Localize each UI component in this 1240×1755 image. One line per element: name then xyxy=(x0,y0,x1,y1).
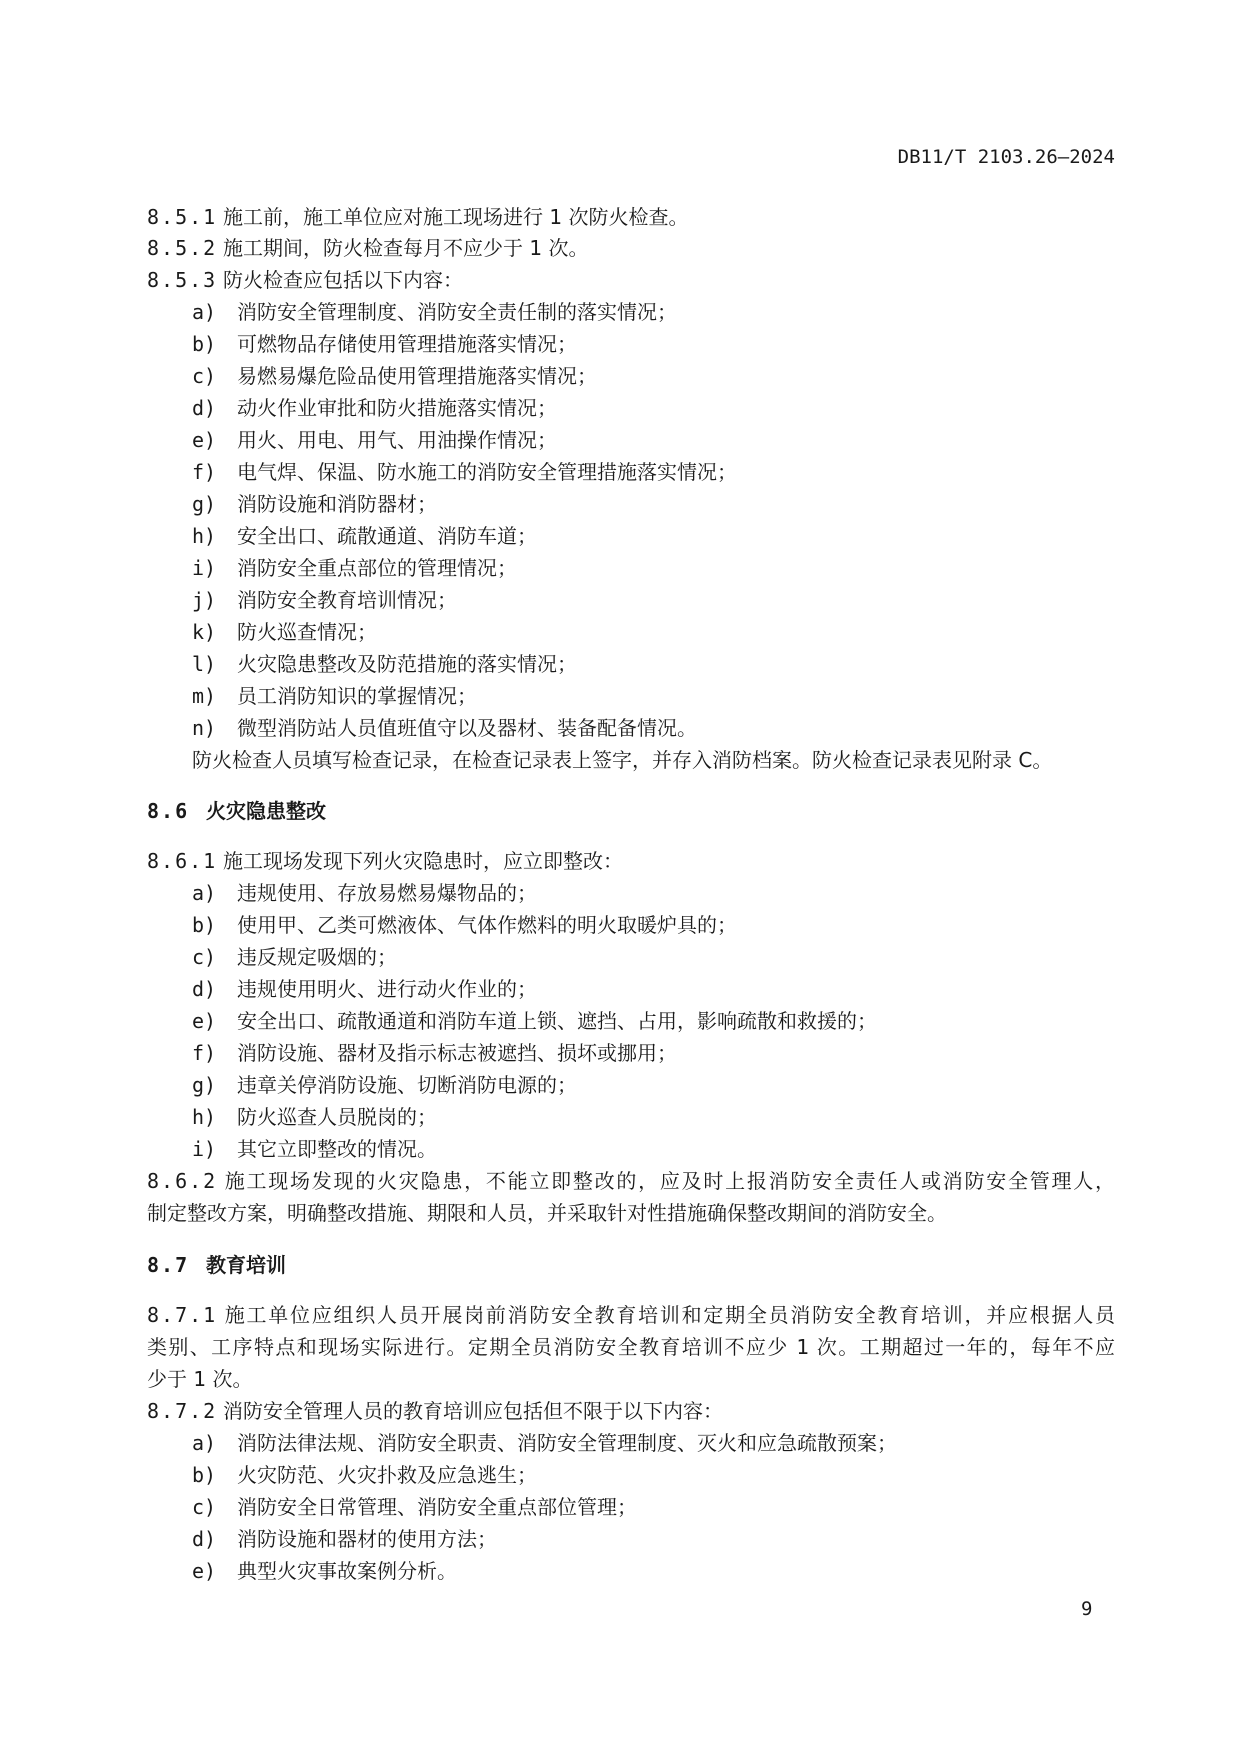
list-item: c) 消防安全日常管理、消防安全重点部位管理； xyxy=(192,1495,637,1519)
list-item: d) 违规使用明火、进行动火作业的； xyxy=(192,977,537,1001)
clause-text: 防火检查应包括以下内容： xyxy=(223,268,463,292)
heading-title: 教育培训 xyxy=(206,1253,286,1277)
clause-text-line-3: 少于 1 次。 xyxy=(147,1367,253,1391)
page-number: 9 xyxy=(1081,1598,1093,1620)
clause-number: 8.7.1 xyxy=(147,1303,218,1327)
list-item: e) 典型火灾事故案例分析。 xyxy=(192,1559,457,1583)
clause-8-7-2 xyxy=(147,1399,723,1423)
list-item: e) 安全出口、疏散通道和消防车道上锁、遮挡、占用，影响疏散和救援的； xyxy=(192,1009,877,1033)
clause-text: 施工现场发现下列火灾隐患时，应立即整改： xyxy=(223,849,623,873)
clause-text: 消防安全管理人员的教育培训应包括但不限于以下内容： xyxy=(223,1399,723,1423)
list-item: d) 消防设施和器材的使用方法； xyxy=(192,1527,497,1551)
list-item: b) 可燃物品存储使用管理措施落实情况； xyxy=(192,332,577,356)
clause-8-5-3 xyxy=(147,268,463,292)
heading-number: 8.7 xyxy=(147,1253,190,1277)
list-item: j) 消防安全教育培训情况； xyxy=(192,588,457,612)
clause-number: 8.7.2 xyxy=(147,1399,218,1423)
list-item: h) 安全出口、疏散通道、消防车道； xyxy=(192,524,537,548)
list-item: n) 微型消防站人员值班值守以及器材、装备配备情况。 xyxy=(192,716,697,740)
clause-text-line-2: 类别、工序特点和现场实际进行。定期全员消防安全教育培训不应少 1 次。工期超过一年的，每年不应 xyxy=(147,1335,1115,1359)
clause-8-7-1 xyxy=(147,1303,1115,1327)
clause-number: 8.5.2 xyxy=(147,236,218,260)
list-item: e) 用火、用电、用气、用油操作情况； xyxy=(192,428,557,452)
clause-number: 8.6.2 xyxy=(147,1169,218,1193)
section-heading-8-6 xyxy=(147,799,326,823)
clause-text-line-1: 施工单位应组织人员开展岗前消防安全教育培训和定期全员消防安全教育培训，并应根据人员 xyxy=(223,1303,1115,1327)
clause-8-5-2 xyxy=(147,236,588,260)
list-item: i) 其它立即整改的情况。 xyxy=(192,1137,437,1161)
clause-8-5-1 xyxy=(147,205,688,229)
list-item: c) 易燃易爆危险品使用管理措施落实情况； xyxy=(192,364,597,388)
list-item: m) 员工消防知识的掌握情况； xyxy=(192,684,477,708)
clause-number: 8.5.1 xyxy=(147,205,218,229)
list-item: k) 防火巡查情况； xyxy=(192,620,377,644)
list-item: b) 使用甲、乙类可燃液体、气体作燃料的明火取暖炉具的； xyxy=(192,913,737,937)
clause-8-6-2 xyxy=(147,1169,1115,1193)
clause-text-line-2: 制定整改方案，明确整改措施、期限和人员，并采取针对性措施确保整改期间的消防安全。 xyxy=(147,1201,947,1225)
list-item: a) 消防法律法规、消防安全职责、消防安全管理制度、灭火和应急疏散预案； xyxy=(192,1431,897,1455)
list-item: a) 消防安全管理制度、消防安全责任制的落实情况； xyxy=(192,300,677,324)
list-item: i) 消防安全重点部位的管理情况； xyxy=(192,556,517,580)
clause-8-6-1 xyxy=(147,849,623,873)
list-item: f) 电气焊、保温、防水施工的消防安全管理措施落实情况； xyxy=(192,460,737,484)
list-item: g) 消防设施和消防器材； xyxy=(192,492,437,516)
section-heading-8-7 xyxy=(147,1253,286,1277)
list-item: a) 违规使用、存放易燃易爆物品的； xyxy=(192,881,537,905)
list-item: h) 防火巡查人员脱岗的； xyxy=(192,1105,437,1129)
document-code: DB11/T 2103.26—2024 xyxy=(897,146,1115,168)
clause-text: 施工期间，防火检查每月不应少于 1 次。 xyxy=(223,236,589,260)
list-item: f) 消防设施、器材及指示标志被遮挡、损坏或挪用； xyxy=(192,1041,677,1065)
heading-number: 8.6 xyxy=(147,799,190,823)
list-item: l) 火灾隐患整改及防范措施的落实情况； xyxy=(192,652,577,676)
clause-number: 8.5.3 xyxy=(147,268,218,292)
clause-text: 施工前，施工单位应对施工现场进行 1 次防火检查。 xyxy=(223,205,689,229)
list-item: d) 动火作业审批和防火措施落实情况； xyxy=(192,396,557,420)
clause-text-line-1: 施工现场发现的火灾隐患，不能立即整改的，应及时上报消防安全责任人或消防安全管理人， xyxy=(223,1169,1115,1193)
heading-title: 火灾隐患整改 xyxy=(206,799,326,823)
list-item: g) 违章关停消防设施、切断消防电源的； xyxy=(192,1073,577,1097)
list-item: b) 火灾防范、火灾扑救及应急逃生； xyxy=(192,1463,537,1487)
clause-number: 8.6.1 xyxy=(147,849,218,873)
list-item: c) 违反规定吸烟的； xyxy=(192,945,397,969)
clause-note: 防火检查人员填写检查记录，在检查记录表上签字，并存入消防档案。防火检查记录表见附录 C。 xyxy=(192,748,1053,772)
